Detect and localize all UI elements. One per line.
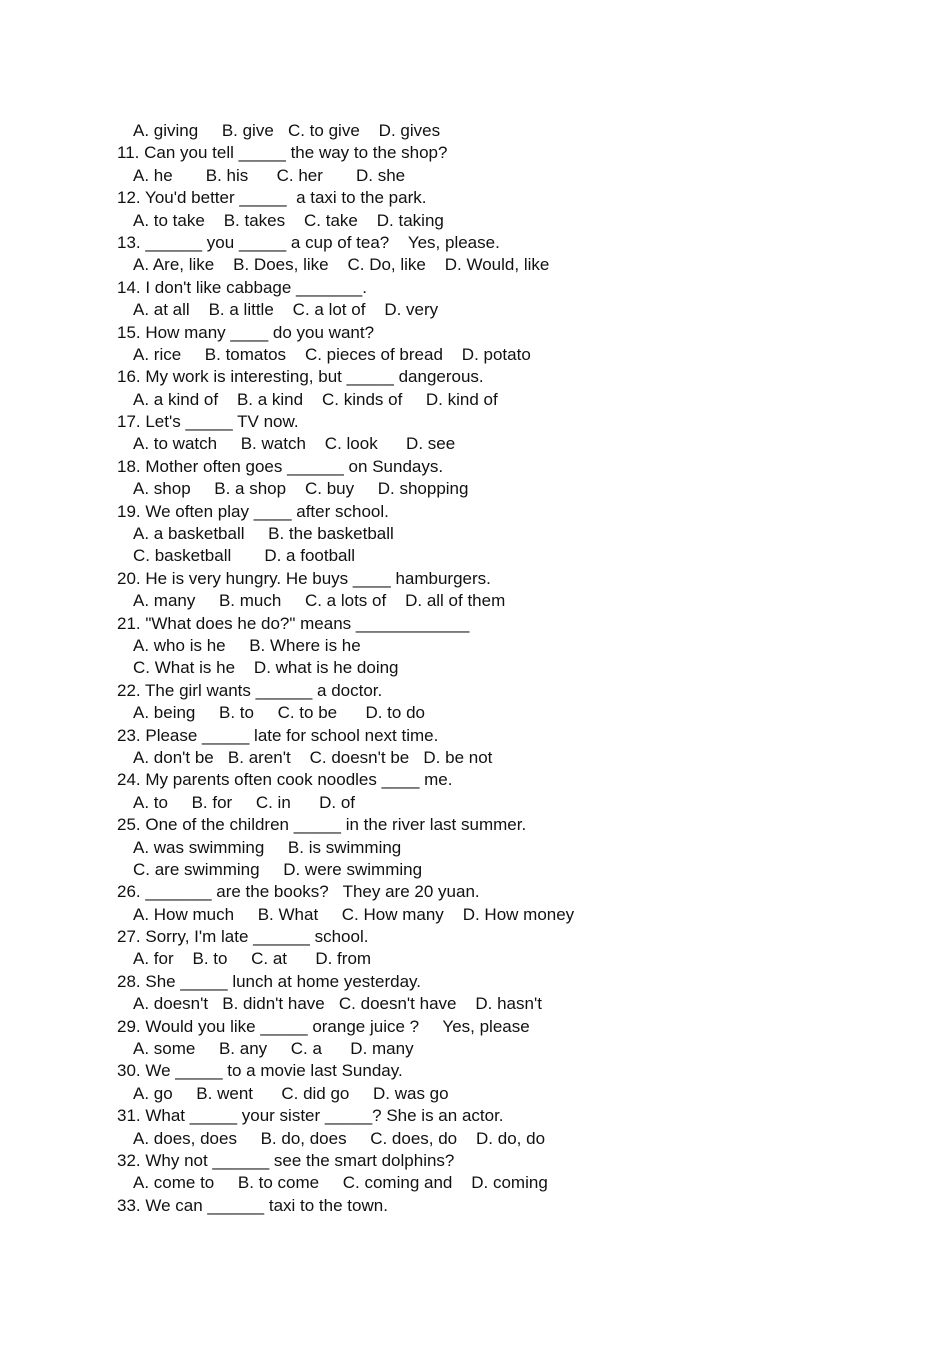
- question-line: 19. We often play ____ after school.: [117, 501, 389, 521]
- question-line: 26. _______ are the books? They are 20 yuan.: [117, 882, 480, 902]
- answer-options-line: A. he B. his C. her D. she: [133, 165, 406, 185]
- question-line: 12. You'd better _____ a taxi to the park.: [117, 188, 427, 208]
- question-line: 24. My parents often cook noodles ____ me.: [117, 770, 453, 790]
- answer-options-line: A. does, does B. do, does C. does, do D. do, do: [133, 1128, 546, 1148]
- question-line: 17. Let's _____ TV now.: [117, 412, 299, 432]
- answer-options-line: A. rice B. tomatos C. pieces of bread D. potato: [133, 344, 531, 364]
- question-line: 27. Sorry, I'm late ______ school.: [117, 927, 369, 947]
- answer-options-line: A. don't be B. aren't C. doesn't be D. be not: [133, 747, 493, 767]
- answer-options-line: A. a kind of B. a kind C. kinds of D. kind of: [133, 389, 498, 409]
- answer-options-line: A. being B. to C. to be D. to do: [133, 703, 425, 723]
- question-line: 18. Mother often goes ______ on Sundays.: [117, 456, 444, 476]
- question-line: 11. Can you tell _____ the way to the shop?: [117, 143, 448, 163]
- answer-options-line: A. at all B. a little C. a lot of D. very: [133, 300, 439, 320]
- answer-options-line: C. What is he D. what is he doing: [133, 658, 399, 678]
- answer-options-line: A. to take B. takes C. take D. taking: [133, 210, 444, 230]
- answer-options-line: C. are swimming D. were swimming: [133, 859, 423, 879]
- question-line: 23. Please _____ late for school next time.: [117, 725, 439, 745]
- answer-options-line: A. Are, like B. Does, like C. Do, like D. Would, like: [133, 255, 550, 275]
- answer-options-line: A. shop B. a shop C. buy D. shopping: [133, 479, 469, 499]
- answer-options-line: C. basketball D. a football: [133, 546, 356, 566]
- question-line: 25. One of the children _____ in the river last summer.: [117, 815, 527, 835]
- answer-options-line: A. for B. to C. at D. from: [133, 949, 372, 969]
- question-line: 16. My work is interesting, but _____ dangerous.: [117, 367, 484, 387]
- question-line: 33. We can ______ taxi to the town.: [117, 1195, 388, 1215]
- answer-options-line: A. come to B. to come C. coming and D. coming: [133, 1173, 548, 1193]
- answer-options-line: A. to B. for C. in D. of: [133, 792, 356, 812]
- answer-options-line: A. was swimming B. is swimming: [133, 837, 402, 857]
- question-line: 30. We _____ to a movie last Sunday.: [117, 1061, 403, 1081]
- question-line: 14. I don't like cabbage _______.: [117, 277, 367, 297]
- answer-options-line: A. many B. much C. a lots of D. all of them: [133, 591, 506, 611]
- question-line: 31. What _____ your sister _____? She is an actor.: [117, 1106, 504, 1126]
- question-line: 21. "What does he do?" means ____________: [117, 613, 470, 633]
- question-line: 13. ______ you _____ a cup of tea? Yes, please.: [117, 232, 500, 252]
- question-line: 20. He is very hungry. He buys ____ hamburgers.: [117, 568, 491, 588]
- answer-options-line: A. go B. went C. did go D. was go: [133, 1083, 449, 1103]
- question-line: 15. How many ____ do you want?: [117, 322, 375, 342]
- quiz-text-block: [117, 120, 877, 1217]
- answer-options-line: A. a basketball B. the basketball: [133, 524, 394, 544]
- question-line: 32. Why not ______ see the smart dolphins?: [117, 1150, 455, 1170]
- question-line: 29. Would you like _____ orange juice ? Yes, please: [117, 1016, 530, 1036]
- question-line: 28. She _____ lunch at home yesterday.: [117, 971, 421, 991]
- answer-options-line: A. How much B. What C. How many D. How money: [133, 904, 575, 924]
- question-line: 22. The girl wants ______ a doctor.: [117, 680, 383, 700]
- answer-options-line: A. giving B. give C. to give D. gives: [133, 121, 441, 140]
- answer-options-line: A. some B. any C. a D. many: [133, 1039, 414, 1059]
- answer-options-line: A. who is he B. Where is he: [133, 635, 361, 655]
- answer-options-line: A. to watch B. watch C. look D. see: [133, 434, 456, 454]
- answer-options-line: A. doesn't B. didn't have C. doesn't have D. hasn't: [133, 994, 542, 1014]
